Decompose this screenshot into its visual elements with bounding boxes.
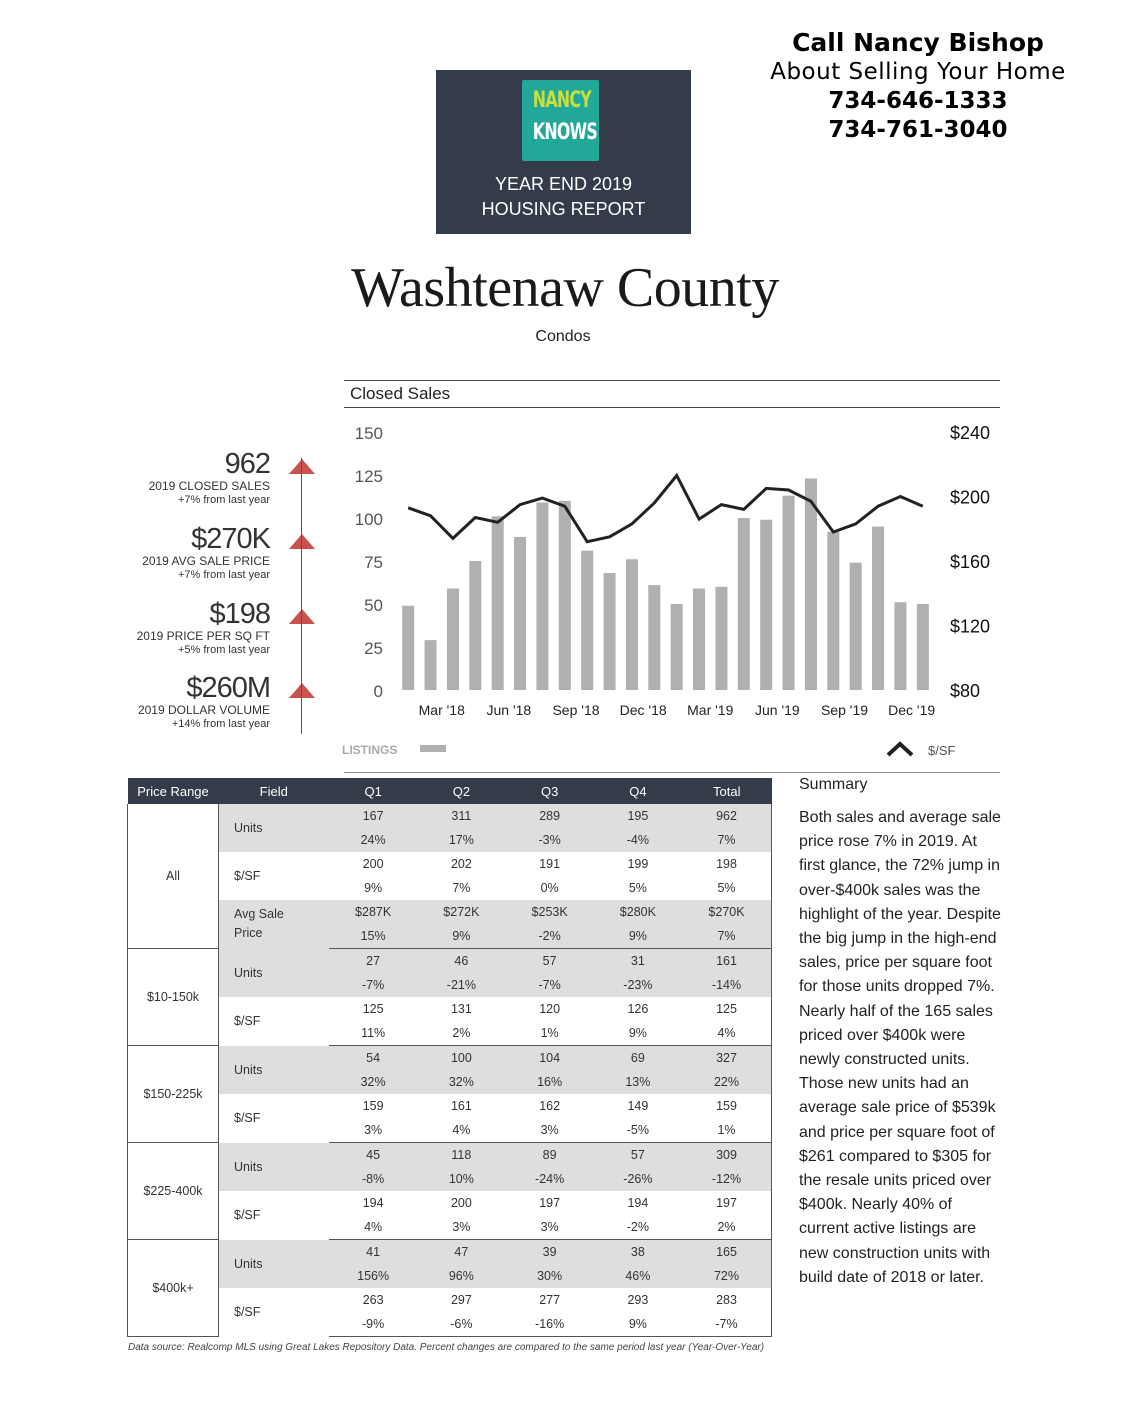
listings-bar [850, 563, 862, 690]
change-cell: 2% [417, 1021, 505, 1046]
change-cell: 9% [594, 1312, 682, 1337]
listings-bar [738, 518, 750, 690]
report-title-line-2: HOUSING REPORT [481, 199, 646, 219]
up-arrow-icon [288, 607, 318, 625]
stat-value: $198 [209, 598, 270, 630]
value-cell: $272K [417, 900, 505, 924]
field-name-cell: Units [219, 1046, 330, 1095]
header-q1: Q1 [329, 778, 417, 804]
logo-line-2: KNOWS [532, 120, 598, 145]
table-row [128, 852, 772, 876]
change-cell: 7% [682, 924, 772, 949]
change-cell: 3% [417, 1215, 505, 1240]
change-cell: -12% [682, 1167, 772, 1191]
change-cell: 17% [417, 828, 505, 852]
stat-value: 962 [224, 448, 270, 480]
table-row [128, 804, 772, 828]
change-cell: -2% [506, 924, 594, 949]
header-total: Total [682, 778, 772, 804]
table-row [128, 997, 772, 1021]
x-tick-label: Mar '18 [418, 702, 465, 718]
header-field: Field [219, 778, 330, 804]
change-cell: 9% [594, 924, 682, 949]
x-tick-label: Jun '19 [755, 702, 800, 718]
value-cell: 125 [682, 997, 772, 1021]
change-cell: -9% [329, 1312, 417, 1337]
change-cell: 10% [417, 1167, 505, 1191]
field-name-cell: $/SF [234, 869, 261, 883]
listings-bar [917, 604, 929, 690]
value-cell: 57 [594, 1143, 682, 1168]
y2-tick-label: $80 [950, 681, 981, 701]
value-cell: 202 [450, 857, 472, 871]
change-cell: 15% [329, 924, 417, 949]
price-range-table [127, 778, 772, 1337]
listings-bar [872, 527, 884, 690]
field-name-cell: Units [219, 1240, 330, 1289]
field-name-cell: Avg Sale Price [219, 900, 330, 949]
value-cell: 125 [362, 1002, 384, 1016]
value-cell: 962 [682, 804, 772, 828]
y-tick-label: 150 [354, 424, 383, 443]
table-row [128, 1191, 772, 1215]
value-cell: 38 [594, 1240, 682, 1265]
listings-bar [648, 585, 660, 690]
value-cell: 27 [329, 949, 417, 974]
change-cell: -8% [329, 1167, 417, 1191]
change-cell: 13% [594, 1070, 682, 1094]
value-cell: 293 [627, 1293, 649, 1307]
summary-title: Summary [799, 776, 868, 793]
listings-bar [514, 537, 526, 690]
listings-bar [626, 559, 638, 690]
value-cell: 118 [417, 1143, 505, 1168]
stat-value: $270K [191, 523, 270, 555]
value-cell: 126 [627, 1002, 649, 1016]
listings-bar [536, 503, 548, 690]
change-cell: 1% [506, 1021, 594, 1046]
stat-label: 2019 DOLLAR VOLUME [137, 703, 270, 717]
value-cell: 161 [450, 1099, 472, 1113]
change-cell: 5% [628, 881, 647, 895]
change-cell: -7% [682, 1312, 772, 1337]
change-cell: 3% [329, 1118, 417, 1143]
chart-title: Closed Sales [350, 384, 451, 403]
table-row [128, 1094, 772, 1118]
change-cell: 3% [506, 1215, 594, 1240]
change-cell: 46% [594, 1264, 682, 1288]
report-title [436, 172, 691, 222]
value-cell: 199 [627, 857, 649, 871]
change-cell: -3% [506, 828, 594, 852]
report-title-line-1: YEAR END 2019 [494, 174, 633, 194]
value-cell: 120 [539, 1002, 561, 1016]
price-per-sf-line [408, 476, 923, 542]
value-cell: 131 [450, 1002, 472, 1016]
stat-label: 2019 PRICE PER SQ FT [136, 629, 270, 643]
value-cell: 200 [450, 1196, 472, 1210]
value-cell: 39 [506, 1240, 594, 1265]
x-tick-label: Dec '18 [619, 702, 667, 718]
change-cell: 4% [682, 1021, 772, 1046]
value-cell: 69 [594, 1046, 682, 1071]
value-cell: 194 [362, 1196, 384, 1210]
change-cell: 3% [506, 1118, 594, 1143]
value-cell: 200 [362, 857, 384, 871]
listings-bar [492, 516, 504, 690]
y2-tick-label: $240 [950, 423, 991, 443]
report-logo-box [436, 70, 691, 234]
listings-bar [671, 604, 683, 690]
y-tick-label: 125 [354, 467, 383, 486]
contact-block [740, 28, 1096, 145]
value-cell: 289 [506, 804, 594, 828]
change-cell: 7% [682, 828, 772, 852]
listings-bar [760, 520, 772, 690]
listings-bar [805, 478, 817, 690]
change-cell: 16% [506, 1070, 594, 1094]
chart-bottom-rule [344, 772, 1000, 773]
price-range-cell: All [128, 804, 219, 949]
listings-bar [604, 573, 616, 690]
value-cell: $270K [682, 900, 772, 924]
change-cell: 9% [364, 881, 383, 895]
change-cell: 22% [682, 1070, 772, 1094]
value-cell: 297 [450, 1293, 472, 1307]
value-cell: 100 [417, 1046, 505, 1071]
listings-bar [693, 589, 705, 690]
legend-line-icon [888, 744, 912, 755]
listings-bar [783, 496, 795, 690]
field-name-cell: Units [219, 949, 330, 998]
change-cell: -7% [329, 973, 417, 997]
price-range-cell: $150-225k [128, 1046, 219, 1143]
change-cell: 32% [417, 1070, 505, 1094]
closed-sales-chart [330, 410, 1010, 770]
change-cell: 9% [417, 924, 505, 949]
change-cell: 9% [594, 1021, 682, 1046]
value-cell: 327 [682, 1046, 772, 1071]
contact-phone-1[interactable]: 734-646-1333 [828, 88, 1008, 114]
table-row [128, 1143, 772, 1168]
value-cell: 165 [682, 1240, 772, 1265]
change-cell: -6% [417, 1312, 505, 1337]
y2-tick-label: $200 [950, 487, 991, 508]
legend-psf-label: $/SF [928, 743, 956, 758]
value-cell: 195 [594, 804, 682, 828]
y2-tick-label: $120 [950, 616, 991, 637]
table-body [128, 804, 772, 1337]
value-cell: $280K [594, 900, 682, 924]
listings-bar [425, 640, 437, 690]
y2-tick-label: $160 [950, 552, 991, 572]
value-cell: 41 [329, 1240, 417, 1265]
value-cell: 197 [682, 1191, 772, 1215]
change-cell: 7% [452, 881, 471, 895]
table-row [128, 900, 772, 924]
table-row [128, 1046, 772, 1071]
change-cell: -4% [594, 828, 682, 852]
table-row [128, 1240, 772, 1265]
change-cell: -16% [506, 1312, 594, 1337]
field-name-cell: $/SF [234, 1014, 261, 1029]
header-q2: Q2 [417, 778, 505, 804]
change-cell: 2% [682, 1215, 772, 1240]
change-cell: 1% [682, 1118, 772, 1143]
value-cell: 46 [417, 949, 505, 974]
x-tick-label: Sep '18 [552, 702, 600, 718]
value-cell: 149 [627, 1099, 649, 1113]
value-cell: 162 [539, 1099, 561, 1113]
value-cell: 198 [682, 852, 772, 876]
property-type-subtitle: Condos [535, 328, 591, 345]
value-cell: 167 [329, 804, 417, 828]
change-cell: -2% [594, 1215, 682, 1240]
change-cell: -21% [417, 973, 505, 997]
y-tick-label: 0 [373, 682, 383, 701]
change-cell: 11% [329, 1021, 417, 1046]
value-cell: 57 [506, 949, 594, 974]
x-tick-label: Sep '19 [820, 702, 869, 718]
change-cell: -23% [594, 973, 682, 997]
change-cell: 96% [417, 1264, 505, 1288]
contact-tagline: About Selling Your Home [770, 59, 1066, 85]
up-arrow-icon [288, 457, 318, 475]
price-range-cell: $400k+ [128, 1240, 219, 1337]
page-title: Washtenaw County [351, 257, 779, 319]
value-cell: 47 [417, 1240, 505, 1265]
field-name-cell: Units [219, 804, 330, 852]
value-cell: 191 [539, 857, 561, 871]
y-tick-label: 25 [364, 639, 383, 658]
change-cell: -7% [506, 973, 594, 997]
change-cell: 32% [329, 1070, 417, 1094]
stat-change: +7% from last year [177, 569, 270, 581]
change-cell: 30% [506, 1264, 594, 1288]
value-cell: 263 [362, 1293, 384, 1307]
nancy-knows-logo [522, 80, 599, 161]
legend-listings-swatch [420, 745, 446, 752]
header-q4: Q4 [594, 778, 682, 804]
y-tick-label: 50 [364, 596, 383, 615]
summary-text: Both sales and average sale price rose 7% in 2019. At first glance, the 72% jump in over-$400k sales was the highlight of the year. Despite the big jump in the high-end sales, price per square foot for those units dropped 7%. Nearly half of the 165 sales priced over $400k were newly constructed units. Those new units had an average sale price of $539k and price per square foot of $261 compared to $305 for the resale units priced over $400k. Nearly 40% of current active listings are new construction units with build date of 2018 or later. [799, 809, 1001, 1286]
listings-bar [469, 561, 481, 690]
value-cell: 197 [539, 1196, 561, 1210]
value-cell: 283 [682, 1288, 772, 1312]
change-cell: 4% [417, 1118, 505, 1143]
value-cell: 277 [539, 1293, 561, 1307]
header-price-range: Price Range [128, 778, 219, 804]
stats-divider [301, 458, 302, 734]
stat-label: 2019 AVG SALE PRICE [142, 554, 270, 568]
field-name-cell: Units [219, 1143, 330, 1192]
value-cell: 194 [627, 1196, 649, 1210]
stat-change: +14% from last year [171, 718, 270, 730]
change-cell: 24% [329, 828, 417, 852]
value-cell: $287K [329, 900, 417, 924]
value-cell: 89 [506, 1143, 594, 1168]
y-tick-label: 75 [364, 553, 383, 572]
value-cell: 159 [682, 1094, 772, 1118]
listings-bar [715, 587, 727, 690]
x-tick-label: Dec '19 [888, 702, 936, 718]
change-cell: -5% [594, 1118, 682, 1143]
value-cell: 311 [417, 804, 505, 828]
field-name-cell: $/SF [234, 1111, 261, 1126]
change-cell: 5% [682, 876, 772, 900]
value-cell: 31 [594, 949, 682, 974]
value-cell: 161 [682, 949, 772, 974]
change-cell: 156% [329, 1264, 417, 1288]
table-header-row [128, 778, 772, 804]
change-cell: -26% [594, 1167, 682, 1191]
field-name-cell: $/SF [234, 1305, 261, 1320]
table-row [128, 1288, 772, 1312]
up-arrow-icon [288, 532, 318, 550]
listings-bar [827, 532, 839, 690]
chart-top-rule [344, 380, 1000, 381]
y-tick-label: 100 [354, 510, 383, 529]
x-tick-label: Jun '18 [486, 702, 532, 718]
listings-bar [447, 589, 459, 690]
value-cell: 309 [682, 1143, 772, 1168]
legend-listings-label: LISTINGS [342, 743, 398, 757]
chart-title-rule [344, 407, 1000, 408]
value-cell: $253K [506, 900, 594, 924]
change-cell: -14% [682, 973, 772, 997]
data-source-footnote: Data source: Realcomp MLS using Great Lakes Repository Data. Percent changes are compared to the same period last year (Year-Over-Year) [128, 1342, 765, 1353]
price-range-cell: $10-150k [128, 949, 219, 1046]
change-cell: 4% [329, 1215, 417, 1240]
up-arrow-icon [288, 681, 318, 699]
field-name-cell: $/SF [234, 1208, 261, 1223]
value-cell: 159 [362, 1099, 384, 1113]
stat-label: 2019 CLOSED SALES [148, 479, 270, 493]
contact-phone-2[interactable]: 734-761-3040 [828, 117, 1008, 143]
table-row [128, 949, 772, 974]
change-cell: 0% [540, 881, 559, 895]
stat-value: $260M [186, 672, 270, 704]
header-q3: Q3 [506, 778, 594, 804]
price-range-cell: $225-400k [128, 1143, 219, 1240]
change-cell: 72% [682, 1264, 772, 1288]
value-cell: 54 [329, 1046, 417, 1071]
listings-bar [559, 501, 571, 690]
listings-bar [402, 606, 414, 690]
value-cell: 104 [506, 1046, 594, 1071]
listings-bar [894, 602, 906, 690]
stat-change: +5% from last year [177, 644, 270, 656]
value-cell: 45 [329, 1143, 417, 1168]
x-tick-label: Mar '19 [687, 702, 734, 718]
stat-change: +7% from last year [177, 494, 270, 506]
contact-name: Call Nancy Bishop [792, 28, 1044, 57]
change-cell: -24% [506, 1167, 594, 1191]
listings-bar [581, 551, 593, 690]
logo-line-1: NANCY [532, 88, 592, 113]
